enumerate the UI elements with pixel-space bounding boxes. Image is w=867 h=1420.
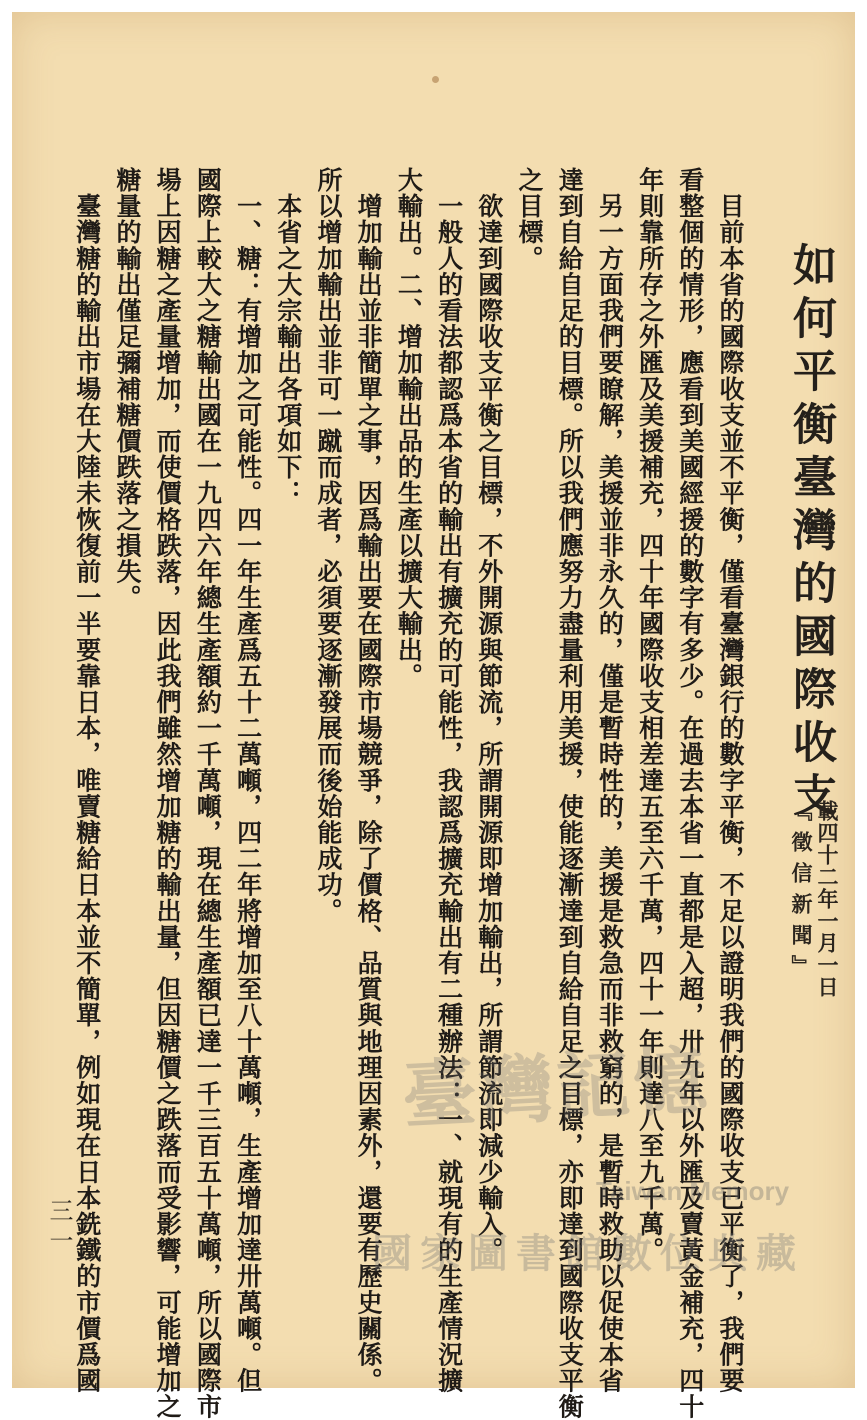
text-column: 糖量的輸出僅足彌補糖價跌落之損失。 [112, 167, 142, 611]
source-note [788, 800, 840, 998]
text-column: 一般人的看法都認爲本省的輸出有擴充的可能性，我認爲擴充輸出有二種辦法：一、就現有的生產情況擴 [434, 167, 464, 1394]
text-column: 場上因糖之產量增加，而使價格跌落，因此我們雖然增加糖的輸出量，但因糖價之跌落而受影響，可能增加之 [153, 167, 183, 1420]
text-column: 增加輸出並非簡單之事，因爲輸出要在國際市場競爭，除了價格、品質與地理因素外，還要有歷史關係。 [354, 167, 384, 1394]
text-column: 年則靠所存之外匯及美援補充，四十年國際收支相差達五至六千萬，四十一年則達八至九千萬。 [635, 167, 665, 1264]
text-column: 大輸出。二、增加輸出品的生產以擴大輸出。 [394, 167, 424, 689]
source-newspaper: 『徵信新聞』 [789, 800, 814, 986]
text-column: 一、糖：有增加之可能性。四一年生產爲五十二萬噸，四二年將增加至八十萬噸，生產增加達卅萬噸。但 [233, 167, 263, 1394]
source-date: 載四十二年一月一日 [815, 800, 840, 998]
article-body [67, 167, 750, 1420]
text-column: 達到自給自足的目標。所以我們應努力盡量利用美援，使能逐漸達到自給自足之目標，亦即達到國際收支平衡 [555, 167, 585, 1420]
watermark-logo: 臺灣記憶 [400, 1037, 713, 1140]
article-title: 如何平衡臺灣的國際收支 [785, 242, 836, 825]
watermark-english: Taiwan Memory [596, 1176, 790, 1206]
text-column: 之目標。 [514, 167, 544, 272]
text-column: 目前本省的國際收支並不平衡，僅看臺灣銀行的數字平衡，不足以證明我們的國際收支已平衡了，我們要 [716, 167, 745, 1394]
text-column: 欲達到國際收支平衡之目標，不外開源與節流，所謂開源即增加輸出，所謂節流即減少輸入。 [474, 167, 504, 1264]
text-column: 臺灣糖的輸出市場在大陸未恢復前一半要靠日本，唯賣糖給日本並不簡單，例如現在日本銑鐵的市價爲國 [72, 167, 102, 1394]
text-column: 看整個的情形，應看到美國經援的數字有多少。在過去本省一直都是入超，卅九年以外匯及賣黃金補充，四十 [675, 167, 705, 1420]
text-column: 國際上較大之糖輸出國在一九四六年總生產額約一千萬噸，現在總生產額已達一千三百五十萬噸，所以國際市 [193, 167, 223, 1420]
text-column: 另一方面我們要瞭解，美援並非永久的，僅是暫時性的，美援是救急而非救窮的，是暫時救助以促使本省 [595, 167, 625, 1394]
page-number: 三一 [45, 1198, 73, 1258]
paper-stain [432, 76, 439, 83]
text-column: 所以增加輸出並非可一蹴而成者，必須要逐漸發展而後始能成功。 [313, 167, 343, 924]
text-column: 本省之大宗輸出各項如下： [273, 167, 303, 507]
watermark-library: 國家圖書館數位典藏 [372, 1230, 804, 1277]
